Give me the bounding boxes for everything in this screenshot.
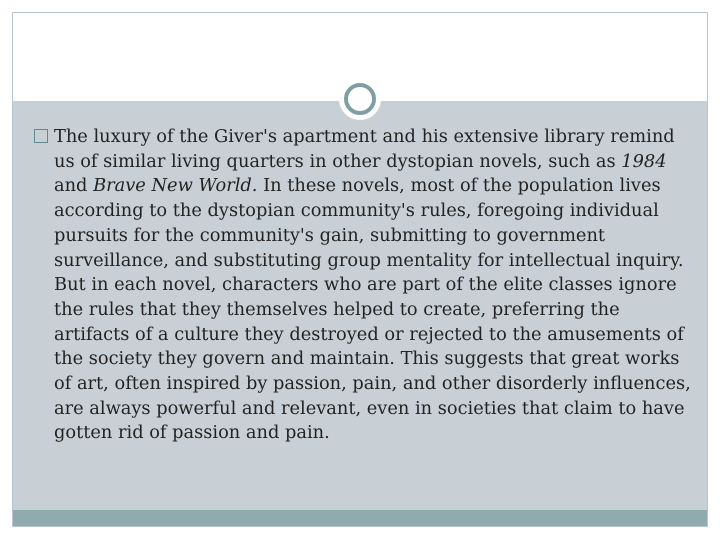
divider-circle-icon — [339, 78, 381, 120]
square-bullet-icon — [34, 129, 48, 143]
slide-footer-band — [13, 510, 707, 526]
divider-circle-ring — [344, 83, 376, 115]
bullet-text-part1: The luxury of the Giver's apartment and his extensive library remind us of similar living quarters in other dystopian novels, such as — [54, 126, 675, 172]
bullet-text — [54, 125, 694, 446]
book-title-1984: 1984 — [621, 150, 667, 172]
book-title-brave-new-world: Brave New World. — [93, 175, 258, 197]
bullet-paragraph — [34, 125, 694, 446]
bullet-text-part3: In these novels, most of the population lives according to the dystopian community's rules, foregoing individual pursuits for the community's gain, submitting to government surveillance, and substituting group mentality for intellectual inquiry. But in each novel, characters who are part of the elite classes ignore the rules that they themselves helped to create, preferring the artifacts of a culture they destroyed or rejected to the amusements of the society they govern and maintain. This suggests that great works of art, often inspired by passion, pain, and other disorderly influences, are always powerful and relevant, even in societies that claim to have gotten rid of passion and pain. — [54, 175, 691, 444]
bullet-text-part2: and — [54, 175, 94, 197]
